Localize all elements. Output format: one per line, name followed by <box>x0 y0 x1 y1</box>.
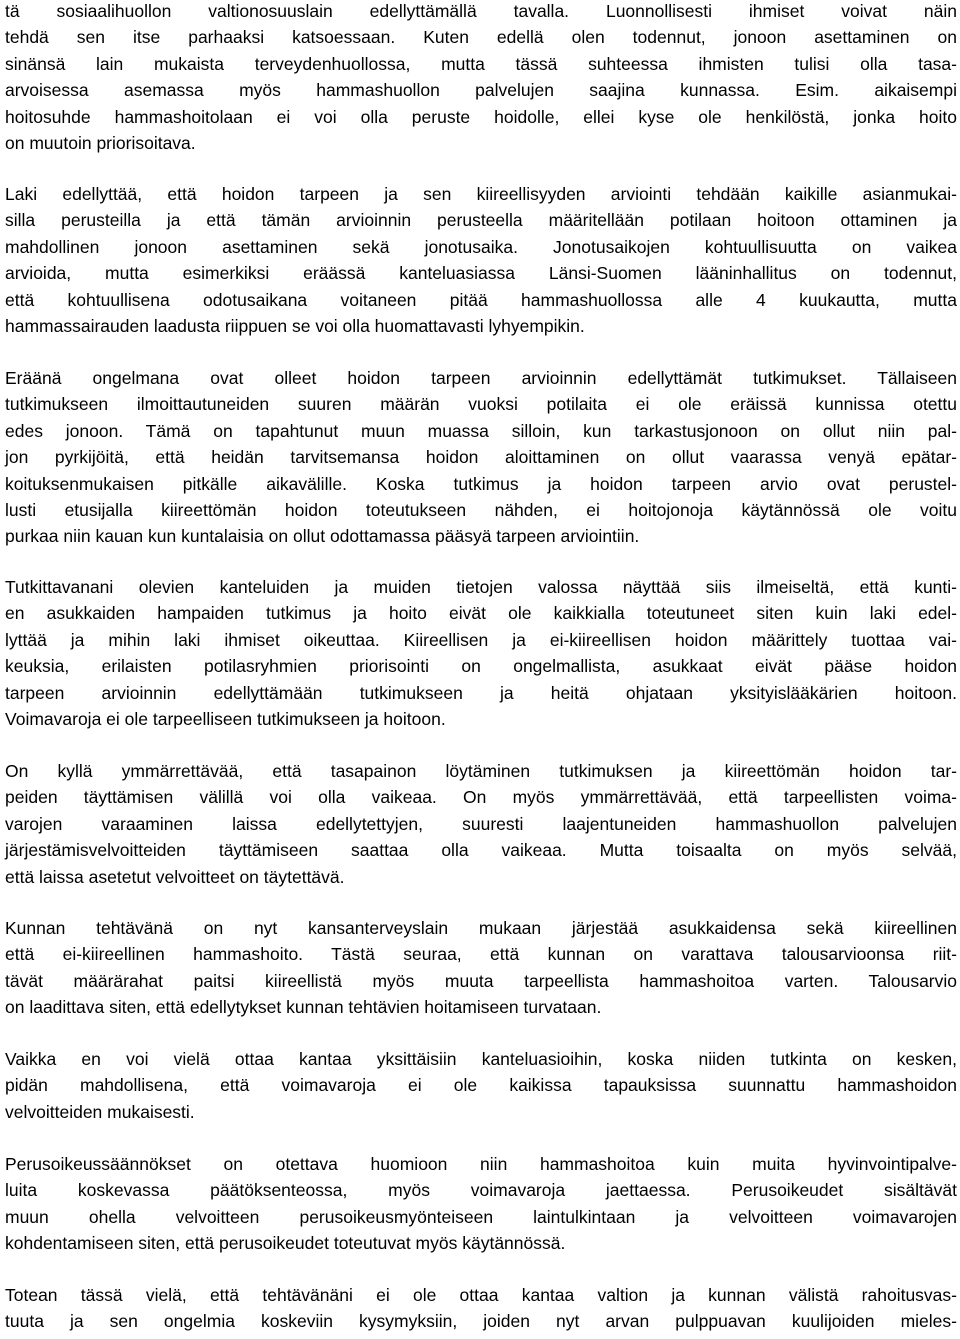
text-line: en asukkaiden hampaiden tutkimus ja hoito eivät ole kaikkialla toteutuneet siten kuin laki edel- <box>5 603 957 624</box>
text-line: velvoitteiden mukaisesti. <box>5 1101 195 1122</box>
paragraph <box>5 1151 957 1257</box>
text-line: että laissa asetetut velvoitteet on täytettävä. <box>5 866 345 887</box>
text-line: tarpeen arvioinnin edellyttämään tutkimukseen ja heitä ohjataan yksityislääkärien hoitoon. <box>5 682 957 703</box>
paragraph <box>5 915 957 1021</box>
text-line: arvioida, mutta esimerkiksi eräässä kanteluasiassa Länsi-Suomen lääninhallitus on todennut, <box>5 263 957 284</box>
text-line: varojen varaaminen laissa edellytettyjen, suuresti laajentuneiden hammashuollon palvelujen <box>5 813 957 834</box>
text-line: Vaikka en voi vielä ottaa kantaa yksittäisiin kanteluasioihin, koska niiden tutkinta on kesken, <box>5 1049 957 1069</box>
text-line: Tutkittavanani olevien kanteluiden ja muiden tietojen valossa näyttää siis ilmeiseltä, että kunti- <box>5 577 957 597</box>
text-line: On kyllä ymmärrettävää, että tasapainon löytäminen tutkimuksen ja kiireettömän hoidon tar- <box>5 761 957 781</box>
paragraph <box>5 1046 957 1125</box>
text-line: koituksenmukaisen pitkälle aikavälille. Koska tutkimus ja hoidon tarpeen arvio ovat perustel- <box>5 473 957 494</box>
text-line: hoitosuhde hammashoitolaan ei voi olla peruste hoidolle, ellei kyse ole henkilöstä, jonka hoito <box>5 106 957 127</box>
text-line: Eräänä ongelmana ovat olleet hoidon tarpeen arvioinnin edellyttämät tutkimukset. Tällaiseen <box>5 368 957 388</box>
text-line: muun ohella velvoitteen perusoikeusmyönteiseen laintulkintaan ja velvoitteen voimavarojen <box>5 1206 957 1227</box>
text-line: luita koskevassa päätöksenteossa, myös voimavaroja jaettaessa. Perusoikeudet sisältävät <box>5 1180 957 1201</box>
text-line: purkaa niin kauan kun kuntalaisia on ollut odottamassa pääsyä tarpeen arviointiin. <box>5 526 640 547</box>
text-line: Totean tässä vielä, että tehtävänäni ei ole ottaa kantaa valtion ja kunnan välistä rahoitusvas- <box>5 1285 957 1305</box>
text-line: silla perusteilla ja että tämän arvioinnin perusteella määritellään potilaan hoitoon ottaminen ja <box>5 210 957 231</box>
text-line: Laki edellyttää, että hoidon tarpeen ja sen kiireellisyyden arviointi tehdään kaikille asianmukai- <box>5 184 957 204</box>
text-line: Voimavaroja ei ole tarpeelliseen tutkimukseen ja hoitoon. <box>5 708 446 729</box>
text-line: peiden täyttämisen välillä voi olla vaikeaa. On myös ymmärrettävää, että tarpeellisten voima- <box>5 787 957 808</box>
paragraph <box>5 574 957 732</box>
paragraph <box>5 181 957 339</box>
text-line: tehdä sen itse parhaaksi katsoessaan. Kuten edellä olen todennut, jonoon asettaminen on <box>5 27 957 48</box>
text-line: edes jonoon. Tämä on tapahtunut muun muassa silloin, kun tarkastusjonoon on ollut niin pal- <box>5 420 957 441</box>
text-line: on muutoin priorisoitava. <box>5 132 196 153</box>
text-line: pidän mahdollisena, että voimavaroja ei ole kaikissa tapauksissa suunnattu hammashoidon <box>5 1075 957 1096</box>
text-line: tutkimukseen ilmoittautuneiden suuren määrän vuoksi potilaita ei ole eräissä kunnissa otettu <box>5 394 957 415</box>
text-line: arvoisessa asemassa myös hammashuollon palvelujen saajina kunnassa. Esim. aikaisempi <box>5 80 957 101</box>
text-line: sinänsä lain mukaista terveydenhuollossa, mutta tässä suhteessa ihmisten tulisi olla tasa- <box>5 53 957 74</box>
text-line: Perusoikeussäännökset on otettava huomioon niin hammashoitoa kuin muita hyvinvointipalve- <box>5 1154 957 1174</box>
text-line: tävät määrärahat paitsi kiireellistä myös muuta tarpeellista hammashoitoa varten. Talousarvio <box>5 970 957 991</box>
text-line: järjestämisvelvoitteiden täyttämiseen saattaa olla vaikeaa. Mutta toisaalta on myös selvää, <box>5 840 957 861</box>
text-line: lyttää ja mihin laki ihmiset oikeuttaa. Kiireellisen ja ei-kiireellisen hoidon määrittely tuottaa vai- <box>5 629 957 650</box>
paragraph <box>5 365 957 550</box>
text-line: että kohtuullisena odotusaikana voitaneen pitää hammashuollossa alle 4 kuukautta, mutta <box>5 289 957 310</box>
paragraph <box>5 758 957 890</box>
paragraph <box>5 0 957 156</box>
text-line: mahdollinen jonoon asettaminen sekä jonotusaika. Jonotusaikojen kohtuullisuutta on vaikea <box>5 236 957 257</box>
text-line: Kunnan tehtävänä on nyt kansanterveyslain mukaan järjestää asukkaidensa sekä kiireellinen <box>5 918 957 938</box>
paragraph <box>5 1282 957 1335</box>
text-line: tuuta ja sen ongelmia koskeviin kysymyksiin, joiden nyt arvan pulppuavan kuulijoiden mieles- <box>5 1311 957 1332</box>
text-line: hammassairauden laadusta riippuen se voi olla huomattavasti lyhyempikin. <box>5 315 585 336</box>
text-line: että ei-kiireellinen hammashoito. Tästä seuraa, että kunnan on varattava talousarvioonsa riit- <box>5 944 957 965</box>
text-line: kohdentamiseen siten, että perusoikeudet toteutuvat myös käytännössä. <box>5 1233 566 1254</box>
text-line: on laadittava siten, että edellytykset kunnan tehtävien hoitamiseen turvataan. <box>5 997 602 1018</box>
text-line: lusti etusijalla kiireettömän hoidon toteutukseen nähden, ei hoitojonoja käytännössä ole voitu <box>5 499 957 520</box>
text-line: keuksia, erilaisten potilasryhmien priorisointi on ongelmallista, asukkaat eivät pääse hoidon <box>5 656 957 677</box>
text-line: jon pyrkijöitä, että heidän tarvitsemansa hoidon aloittaminen on ollut vaarassa venyä epätar- <box>5 447 957 468</box>
text-line: tä sosiaalihuollon valtionosuuslain edellyttämällä tavalla. Luonnollisesti ihmiset voivat näin <box>5 1 957 21</box>
